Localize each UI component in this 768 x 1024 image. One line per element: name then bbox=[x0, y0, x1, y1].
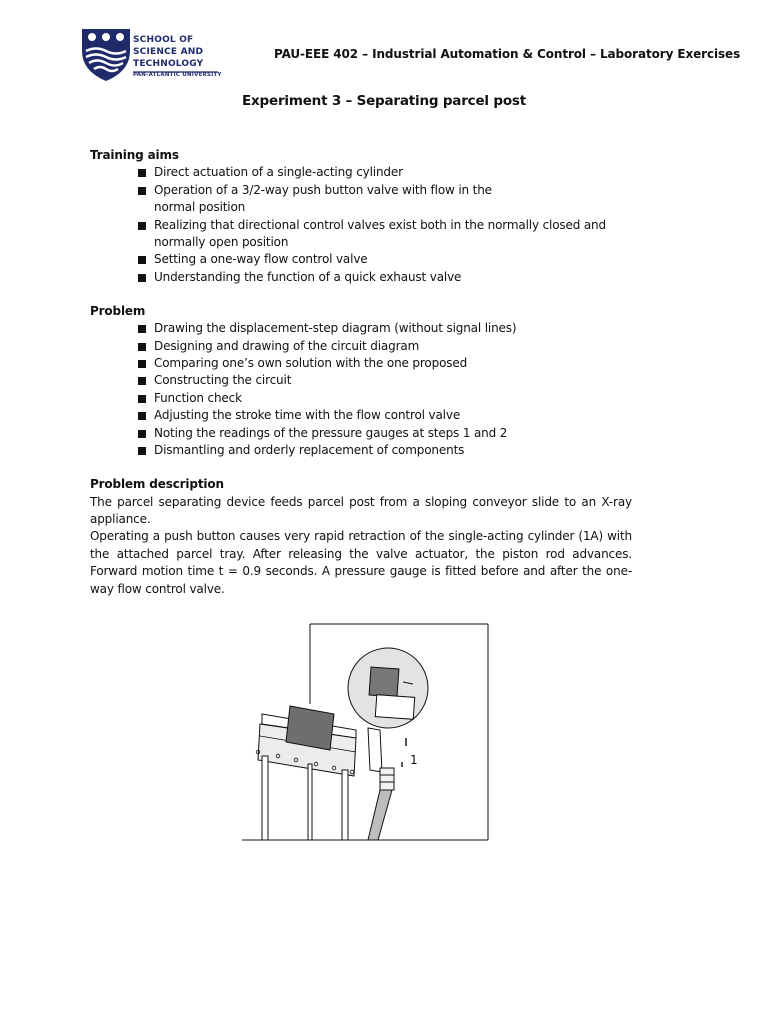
list-item: Dismantling and orderly replacement of components bbox=[138, 442, 632, 459]
section-heading-problem: Problem bbox=[90, 303, 146, 318]
list-item: Function check bbox=[138, 390, 632, 407]
parcel-separator-figure bbox=[238, 620, 494, 844]
list-item: Constructing the circuit bbox=[138, 372, 632, 389]
list-item: Direct actuation of a single-acting cylinder bbox=[138, 164, 632, 181]
list-item: Designing and drawing of the circuit diagram bbox=[138, 338, 632, 355]
parcel-box bbox=[286, 706, 334, 750]
step-label: 1 bbox=[410, 753, 418, 767]
logo-wordmark: SCHOOL OF SCIENCE AND TECHNOLOGY bbox=[133, 35, 204, 69]
list-item: Realizing that directional control valves exist both in the normally closed and normally open position bbox=[138, 217, 632, 252]
single-acting-cylinder bbox=[368, 728, 394, 840]
problem-list bbox=[90, 320, 632, 459]
training-aims-list bbox=[90, 164, 632, 286]
description-paragraph: The parcel separating device feeds parcel post from a sloping conveyor slide to an X-ray appliance. bbox=[90, 494, 632, 526]
list-item: Operation of a 3/2-way push button valve with flow in the normal position bbox=[138, 182, 514, 217]
document-body bbox=[90, 147, 632, 598]
course-header: PAU-EEE 402 – Industrial Automation & Control – Laboratory Exercises bbox=[274, 47, 741, 61]
detail-circle bbox=[348, 648, 428, 728]
page-title: Experiment 3 – Separating parcel post bbox=[242, 93, 526, 109]
list-item: Noting the readings of the pressure gauges at steps 1 and 2 bbox=[138, 425, 632, 442]
section-heading-training-aims: Training aims bbox=[90, 148, 179, 162]
description-paragraph: Operating a push button causes very rapid retraction of the single-acting cylinder (1A) with the attached parcel tray. After releasing the valve actuator, the piston rod advances. Forward motion time t = 0.9 seconds. A pressure gauge is fitted before and after the one-way flow control valve. bbox=[90, 529, 632, 596]
list-item: Adjusting the stroke time with the flow control valve bbox=[138, 407, 632, 424]
section-heading-problem-description: Problem description bbox=[90, 477, 224, 492]
list-item: Setting a one-way flow control valve bbox=[138, 251, 632, 268]
logo-university: PAN-ATLANTIC UNIVERSITY bbox=[133, 72, 222, 78]
list-item: Understanding the function of a quick exhaust valve bbox=[138, 269, 632, 286]
list-item: Drawing the displacement-step diagram (without signal lines) bbox=[138, 320, 632, 337]
list-item: Comparing one’s own solution with the one proposed bbox=[138, 355, 632, 372]
